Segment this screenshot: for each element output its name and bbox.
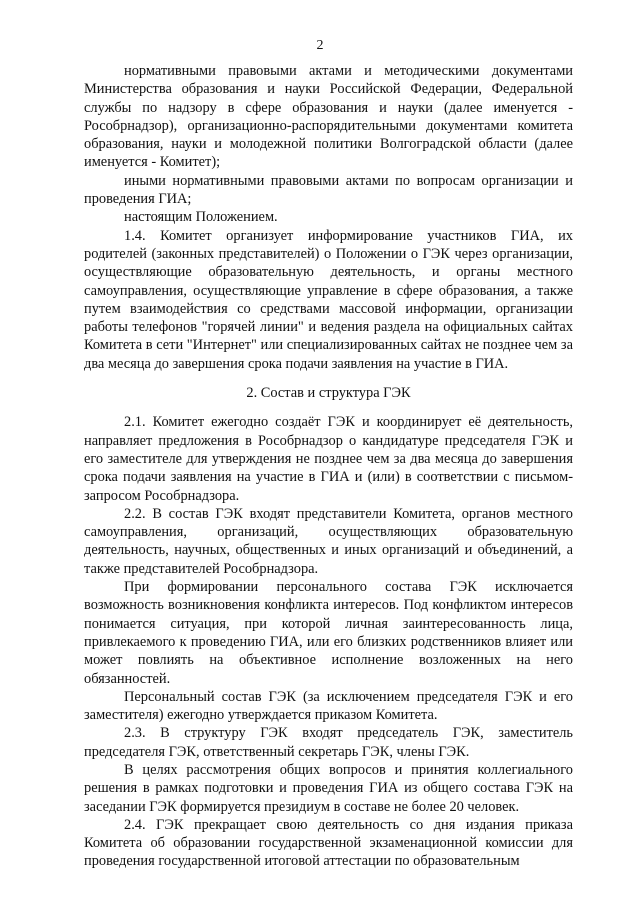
paragraph-this-regulation: настоящим Положением.	[124, 209, 278, 226]
paragraph-2-3: 2.3. В структуру ГЭК входят председатель ГЭК, заместитель председателя ГЭК, ответственный секретарь ГЭК, члены ГЭК.	[84, 725, 573, 760]
paragraph-presidium: В целях рассмотрения общих вопросов и принятия коллегиального решения в рамках подготовки и проведения ГИА из общего состава ГЭК на заседании ГЭК формируется президиум в составе не более 20 человек.	[84, 761, 573, 815]
paragraph-2-2: 2.2. В состав ГЭК входят представители Комитета, органов местного самоуправления, организаций, осуществляющих образовательную деятельность, научных, общественных и иных организаций и объединений, а также представителей Рособрнадзора.	[84, 505, 573, 577]
paragraph-other-acts: иными нормативными правовыми актами по вопросам организации и проведения ГИА;	[84, 172, 573, 208]
paragraph-conflict-of-interest: При формировании персонального состава ГЭК исключается возможность возникновения конфликта интересов. Под конфликтом интересов понимается ситуация, при которой личная заинтересованность лица, привлекаемого к проведению ГИА, или его близких родственников влияет или может повлиять на объективное исполнение возложенных на него обязанностей.	[84, 579, 573, 687]
paragraph-2-1: 2.1. Комитет ежегодно создаёт ГЭК и координирует её деятельность, направляет предложения в Рособрнадзор о кандидатуре председателя ГЭК и его заместителе для утверждения не позднее чем за два месяца до завершения срока подачи заявления на участие в ГИА и (или) в соответствии с письмом-запросом Рособрнадзора.	[84, 414, 573, 504]
page-number: 2	[316, 38, 324, 53]
document-body	[84, 62, 573, 871]
paragraph-2-4: 2.4. ГЭК прекращает свою деятельность со дня издания приказа Комитета об образовании государственной экзаменационной комиссии для проведения государственной итоговой аттестации по образовательным	[84, 816, 573, 870]
paragraph-personal-composition: Персональный состав ГЭК (за исключением председателя ГЭК и его заместителя) ежегодно утверждается приказом Комитета.	[84, 688, 573, 724]
paragraph-1-4: 1.4. Комитет организует информирование участников ГИА, их родителей (законных представителей) о Положении о ГЭК через организации, осуществляющие образовательную деятельность, и органы местного самоуправления, осуществляющие управление в сфере образования, а также путем взаимодействия со средствами массовой информации, организации работы телефонов "горячей линии" и ведения раздела на официальных сайтах Комитета в сети "Интернет" или специализированных сайтах не позднее чем за два месяца до завершения срока подачи заявления на участие в ГИА.	[84, 227, 573, 372]
paragraph-normative-acts: нормативными правовыми актами и методическими документами Министерства образования и науки Российской Федерации, Федеральной службы по надзору в сфере образования и науки (далее именуется - Рособрнадзор), организационно-распорядительными документами комитета образования, науки и молодежной политики Волгоградской области (далее именуется - Комитет);	[84, 63, 573, 171]
section-heading: 2. Состав и структура ГЭК	[246, 385, 411, 402]
